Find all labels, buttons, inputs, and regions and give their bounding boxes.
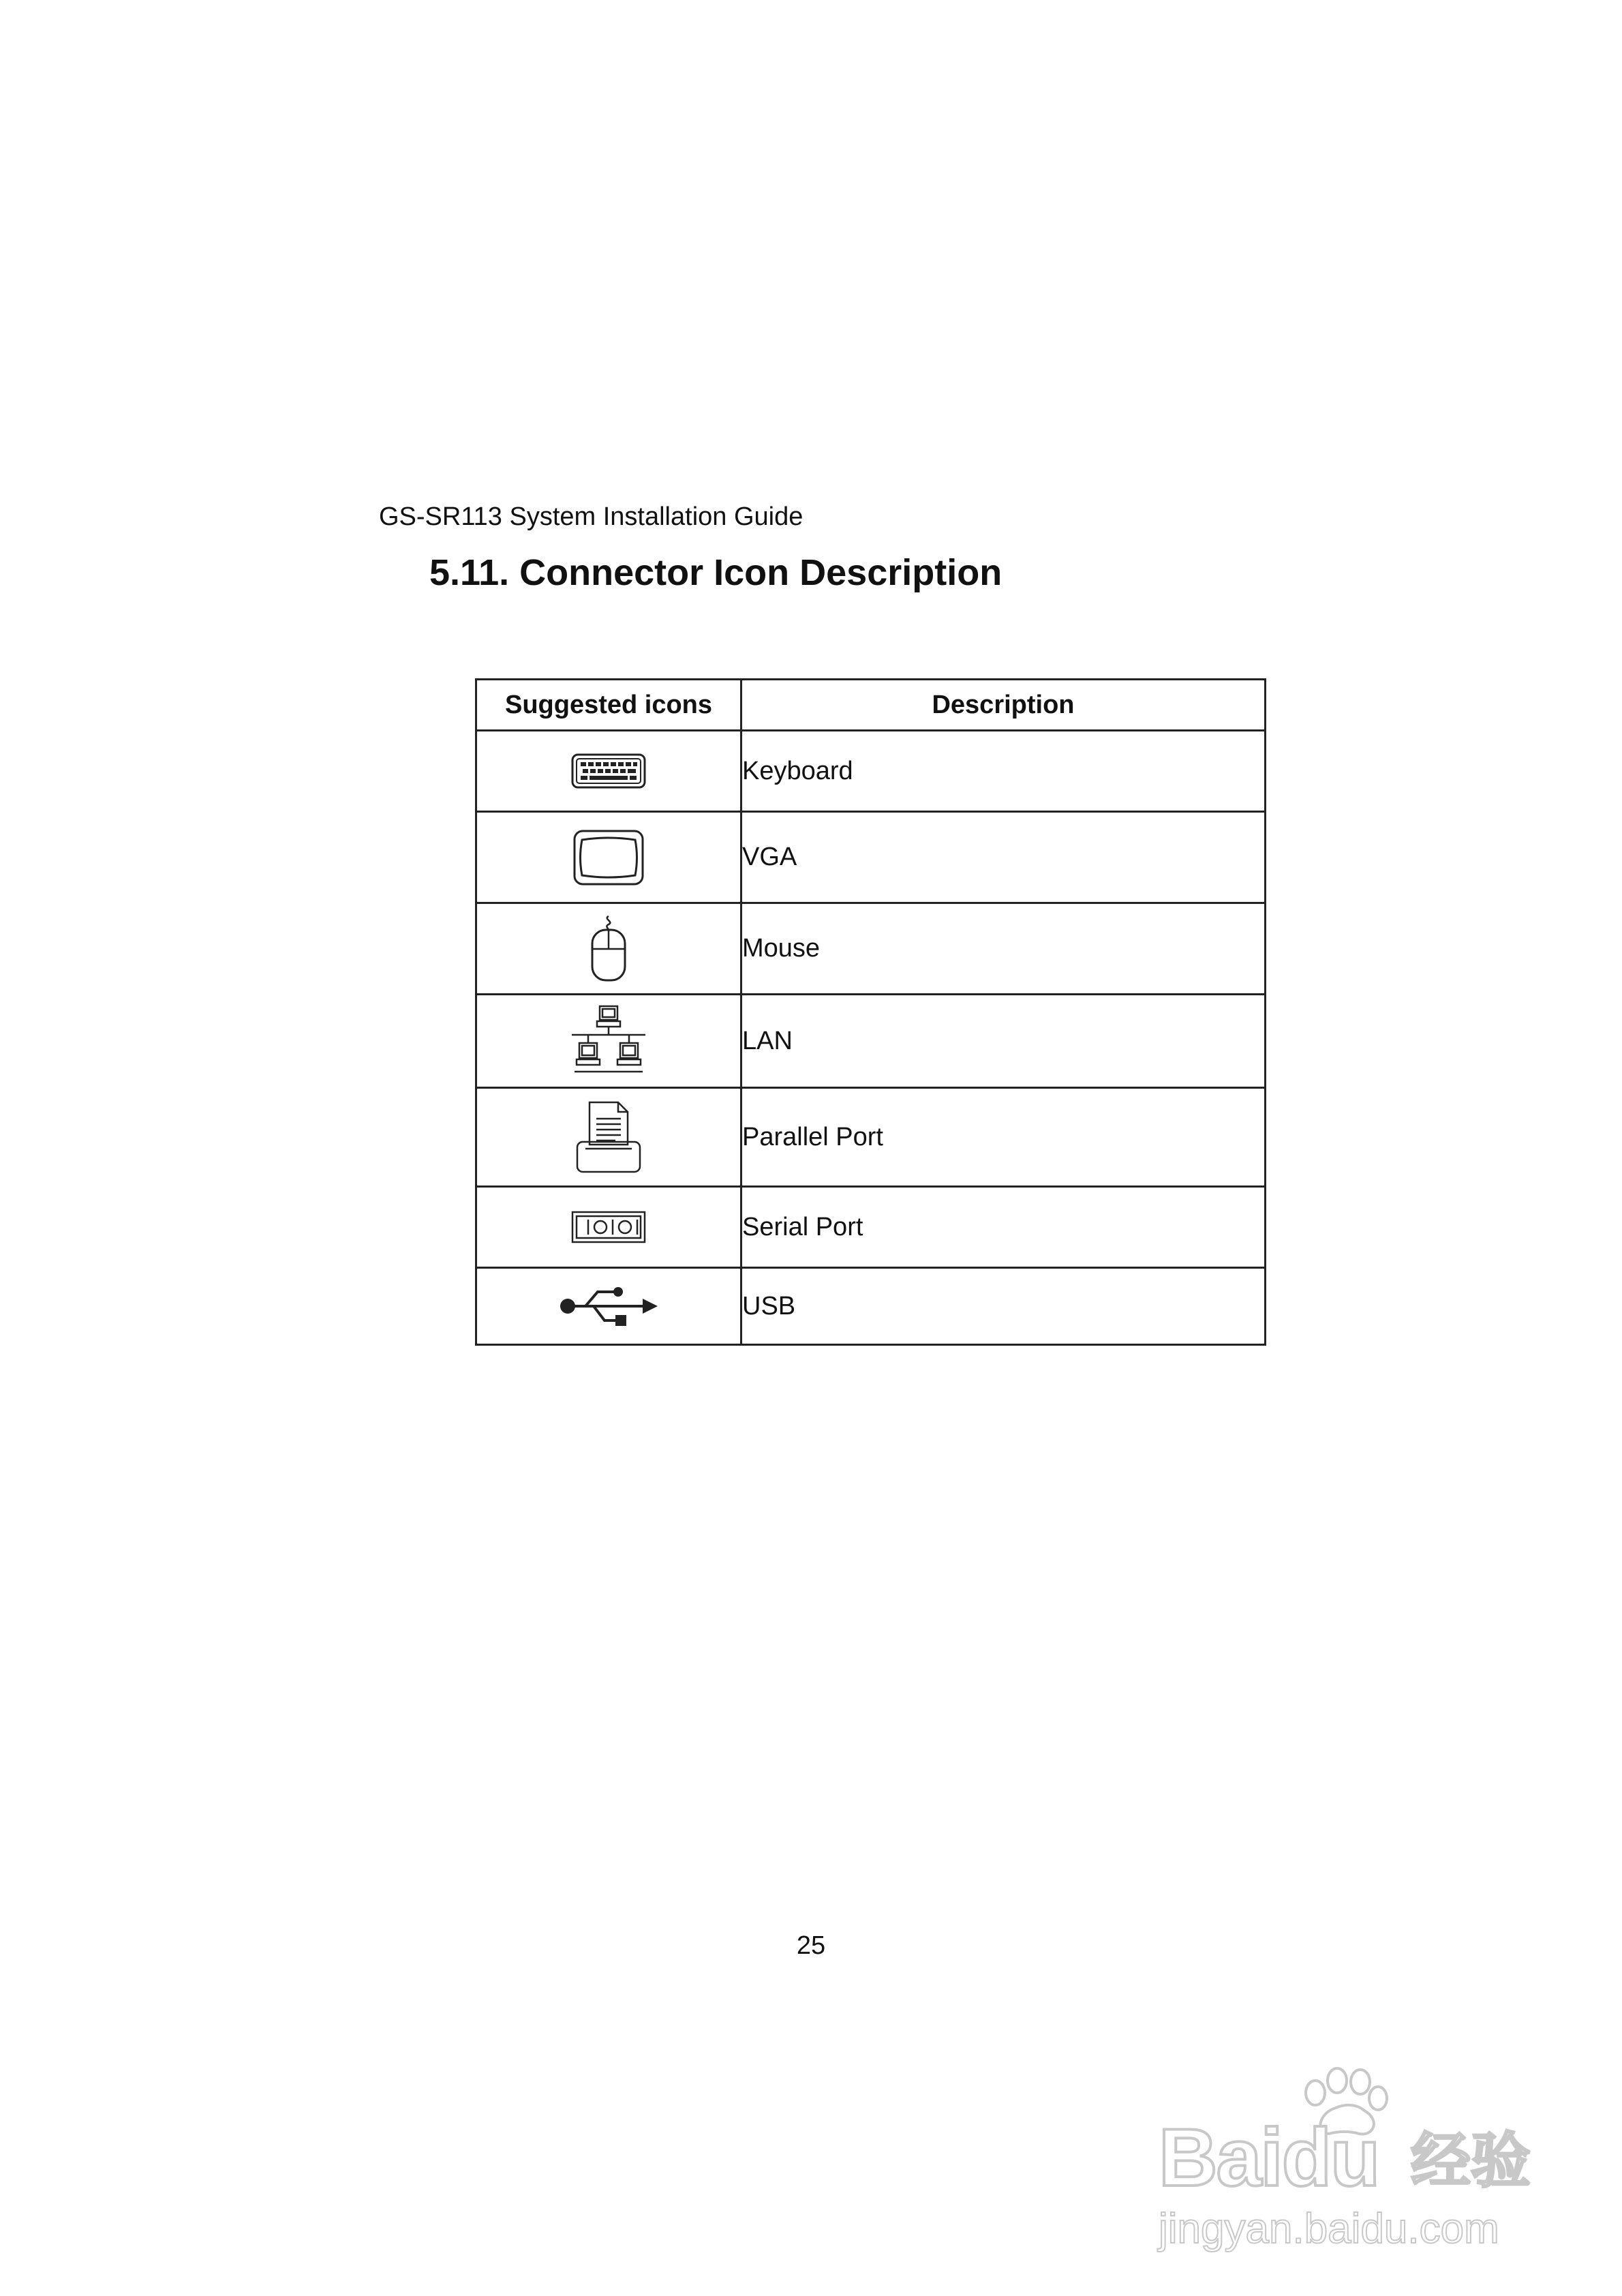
table-row [476,731,1266,812]
description-serial-port: Serial Port [741,1187,1266,1268]
section-title: 5.11. Connector Icon Description [429,552,1003,593]
connector-icon-table [475,678,1266,1346]
table-row [476,1268,1266,1345]
description-usb: USB [741,1268,1266,1345]
watermark-url: jingyan.baidu.com [1159,2205,1499,2252]
watermark-brand-bai: Bai [1159,2112,1282,2203]
vga-monitor-icon [572,829,645,886]
description-mouse: Mouse [741,903,1266,995]
column-header-icons: Suggested icons [476,680,741,731]
description-parallel-port: Parallel Port [741,1088,1266,1187]
description-vga: VGA [741,812,1266,903]
description-keyboard: Keyboard [741,731,1266,812]
lan-network-icon [570,1003,647,1078]
page-number: 25 [796,1931,826,1960]
table-header-row [476,680,1266,731]
table-row [476,812,1266,903]
watermark [1152,2066,1561,2270]
column-header-description: Description [741,680,1266,731]
serial-port-icon [570,1210,647,1244]
printer-icon [575,1100,643,1175]
mouse-icon [588,915,629,983]
table-row [476,1088,1266,1187]
watermark-brand-du: du [1281,2112,1379,2203]
keyboard-icon [570,753,647,789]
description-lan: LAN [741,995,1266,1088]
watermark-brand-cn: 经验 [1411,2127,1531,2194]
table-row [476,903,1266,995]
running-header: GS-SR113 System Installation Guide [379,502,804,531]
table-row [476,1187,1266,1268]
table-row [476,995,1266,1088]
watermark-brand [1159,2113,1379,2202]
usb-icon [558,1284,659,1329]
